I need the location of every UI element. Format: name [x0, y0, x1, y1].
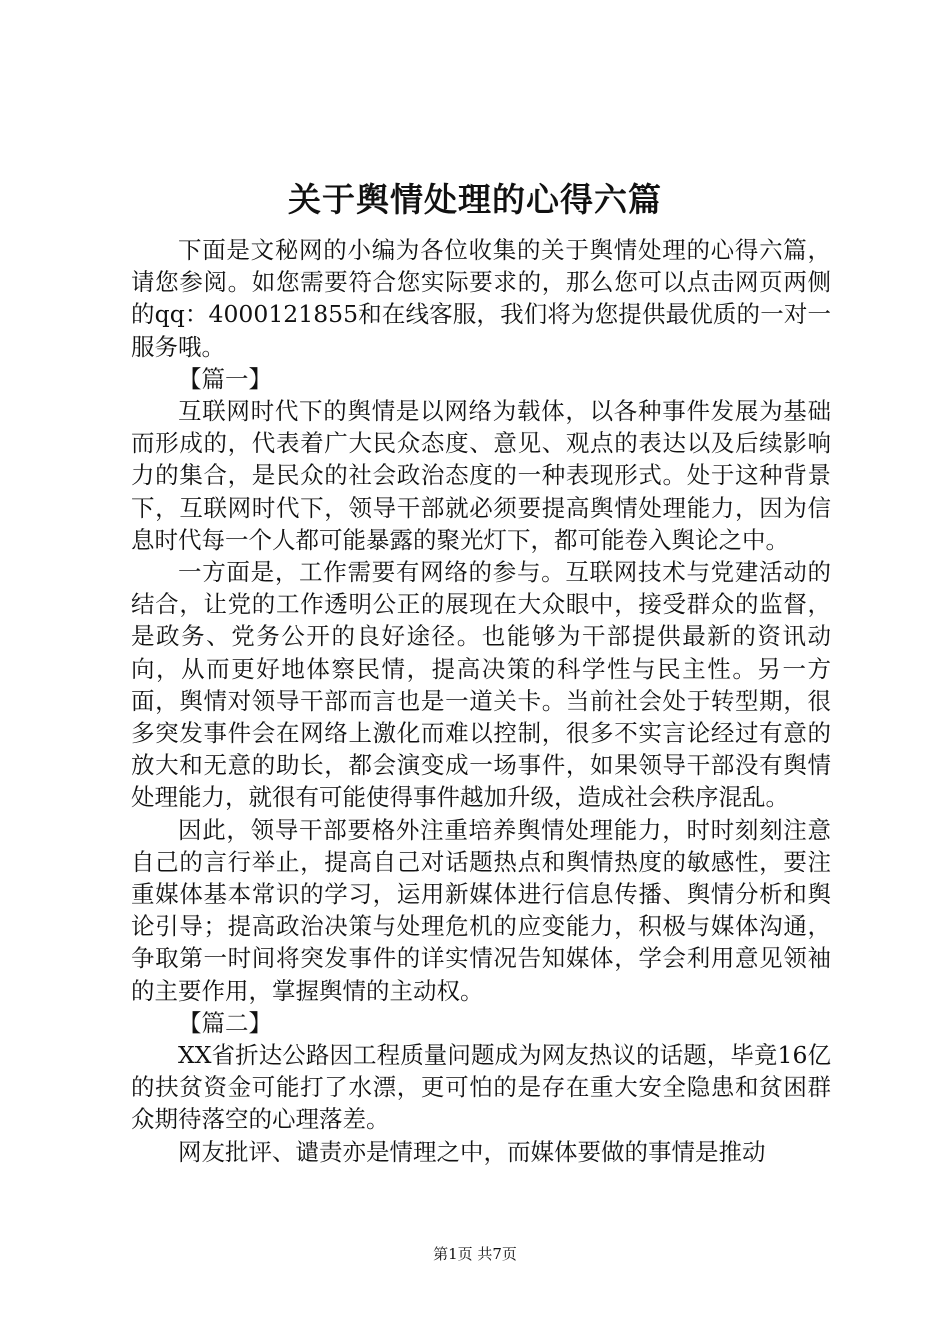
- body-paragraph: 因此，领导干部要格外注重培养舆情处理能力，时时刻刻注意自己的言行举止，提高自己对话题热点和舆情热度的敏感性，要注重媒体基本常识的学习，运用新媒体进行信息传播、舆情分析和舆论引导；提高政治决策与处理危机的应变能力，积极与媒体沟通，争取第一时间将突发事件的详实情况告知媒体，学会利用意见领袖的主要作用，掌握舆情的主动权。: [131, 815, 831, 1005]
- document-body: [131, 234, 831, 1168]
- body-paragraph: XX省折达公路因工程质量问题成为网友热议的话题，毕竟16亿的扶贫资金可能打了水漂，更可怕的是存在重大安全隐患和贫困群众期待落空的心理落差。: [131, 1041, 831, 1134]
- page-footer: 第1页 共7页: [433, 1245, 517, 1263]
- body-paragraph: 互联网时代下的舆情是以网络为载体，以各种事件发展为基础而形成的，代表着广大民众态度、意见、观点的表达以及后续影响力的集合，是民众的社会政治态度的一种表现形式。处于这种背景下，互联网时代下，领导干部就必须要提高舆情处理能力，因为信息时代每一个人都可能暴露的聚光灯下，都可能卷入舆论之中。: [131, 397, 831, 554]
- section-heading-2: 【篇二】: [178, 1008, 272, 1037]
- intro-paragraph: 下面是文秘网的小编为各位收集的关于舆情处理的心得六篇，请您参阅。如您需要符合您实际要求的，那么您可以点击网页两侧的qq：4000121855和在线客服，我们将为您提供最优质的一对一服务哦。: [131, 236, 831, 361]
- body-paragraph: 一方面是，工作需要有网络的参与。互联网技术与党建活动的结合，让党的工作透明公正的展现在大众眼中，接受群众的监督，是政务、党务公开的良好途径。也能够为干部提供最新的资讯动向，从而更好地体察民情，提高决策的科学性与民主性。另一方面，舆情对领导干部而言也是一道关卡。当前社会处于转型期，很多突发事件会在网络上激化而难以控制，很多不实言论经过有意的放大和无意的助长，都会演变成一场事件，如果领导干部没有舆情处理能力，就很有可能使得事件越加升级，造成社会秩序混乱。: [131, 558, 831, 812]
- document-title: 关于舆情处理的心得六篇: [288, 180, 662, 219]
- section-heading-1: 【篇一】: [178, 364, 272, 393]
- body-paragraph: 网友批评、谴责亦是情理之中，而媒体要做的事情是推动: [178, 1137, 766, 1166]
